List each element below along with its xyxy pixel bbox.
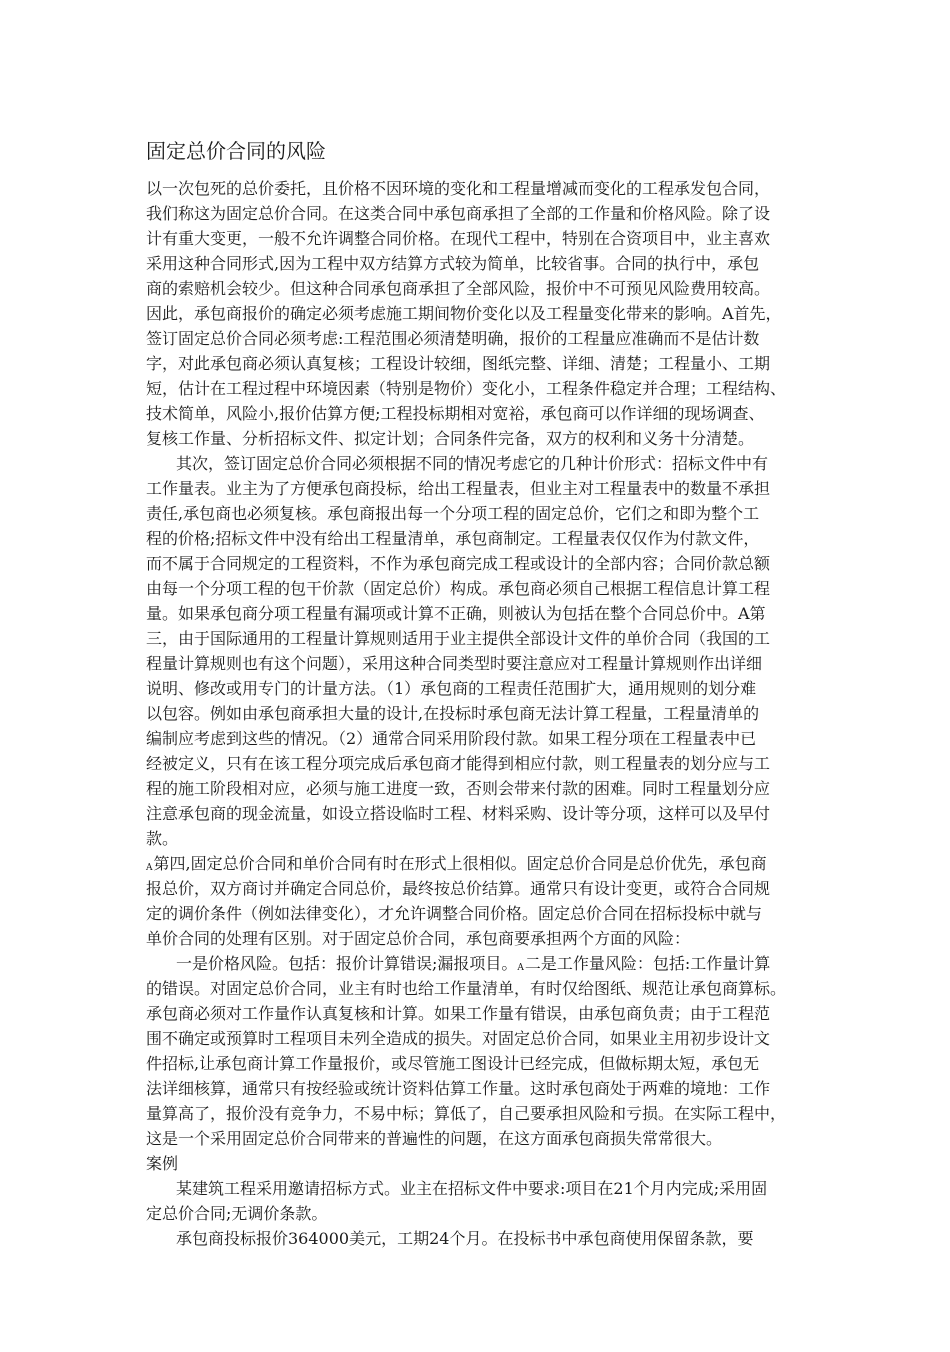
text-line [176, 951, 770, 976]
text-line: 我们称这为固定总价合同。在这类合同中承包商承担了全部的工作量和价格风险。除了设 [146, 204, 771, 223]
text-line: 短，估计在工程过程中环境因素（特别是物价）变化小，工程条件稳定并合理；工程结构、 [146, 379, 787, 398]
text-line: 以包容。例如由承包商承担大量的设计,在投标时承包商无法计算工程量，工程量清单的 [146, 704, 760, 723]
text-line: 程的施工阶段相对应，必须与施工进度一致，否则会带来付款的困难。同时工程量划分应 [146, 779, 771, 798]
text-line-content: 二是工作量风险：包括:工作量计算 [524, 954, 771, 973]
text-line: 商的索赔机会较少。但这种合同承包商承担了全部风险，报价中不可预见风险费用较高。 [146, 279, 771, 298]
text-line: 由每一个分项工程的包干价款（固定总价）构成。承包商必须自己根据工程信息计算工程 [146, 579, 771, 598]
text-line: 字，对此承包商必须认真复核；工程设计较细，图纸完整、详细、清楚；工程量小、工期 [146, 354, 771, 373]
text-line: 这是一个采用固定总价合同带来的普遍性的问题，在这方面承包商损失常常很大。 [146, 1129, 723, 1148]
text-line: 三，由于国际通用的工程量计算规则适用于业主提供全部设计文件的单价合同（我国的工 [146, 629, 771, 648]
text-line: 责任,承包商也必须复核。承包商报出每一个分项工程的固定总价，它们之和即为整个工 [146, 504, 760, 523]
text-line: 围不确定或预算时工程项目未列全造成的损失。对固定总价合同，如果业主用初步设计文 [146, 1029, 771, 1048]
text-line: 承包商投标报价364000美元，工期24个月。在投标书中承包商使用保留条款，要 [176, 1229, 754, 1248]
text-line: 量算高了，报价没有竞争力，不易中标；算低了，自己要承担风险和亏损。在实际工程中， [146, 1104, 787, 1123]
text-line: 量。如果承包商分项工程量有漏项或计算不正确，则被认为包括在整个合同总价中。A第 [146, 604, 766, 623]
text-line-content: 第四,固定总价合同和单价合同有时在形式上很相似。固定总价合同是总价优先，承包商 [153, 854, 767, 873]
text-line: 法详细核算，通常只有按经验或统计资料估算工作量。这时承包商处于两难的境地：工作 [146, 1079, 771, 1098]
text-line: 复核工作量、分析招标文件、拟定计划；合同条件完备，双方的权利和义务十分清楚。 [146, 429, 755, 448]
text-line: 款。 [146, 829, 179, 848]
text-line: 承包商必须对工作量作认真复核和计算。如果工作量有错误，由承包商负责；由于工程范 [146, 1004, 771, 1023]
text-line: 以一次包死的总价委托，且价格不因环境的变化和工程量增减而变化的工程承发包合同， [146, 179, 771, 198]
text-line: 程的价格;招标文件中没有给出工程量清单，承包商制定。工程量表仅仅作为付款文件， [146, 529, 760, 548]
text-line: 件招标,让承包商计算工作量报价，或尽管施工图设计已经完成，但做标期太短，承包无 [146, 1054, 760, 1073]
text-line: 某建筑工程采用邀请招标方式。业主在招标文件中要求:项目在21个月内完成;采用固 [176, 1179, 768, 1198]
text-line: 签订固定总价合同必须考虑:工程范围必须清楚明确，报价的工程量应准确而不是估计数 [146, 329, 760, 348]
section-heading: 案例 [146, 1154, 179, 1173]
text-line [146, 851, 767, 876]
text-line: 经被定义，只有在该工程分项完成后承包商才能得到相应付款，则工程量表的划分应与工 [146, 754, 771, 773]
text-line: 的错误。对固定总价合同，业主有时也给工作量清单，有时仅给图纸、规范让承包商算标。 [146, 979, 787, 998]
text-line: 说明、修改或用专门的计量方法。（1）承包商的工程责任范围扩大，通用规则的划分难 [146, 679, 757, 698]
paragraph-marker: A [146, 863, 153, 873]
text-line: 采用这种合同形式,因为工程中双方结算方式较为简单，比较省事。合同的执行中，承包 [146, 254, 760, 273]
text-line: 定总价合同;无调价条款。 [146, 1204, 328, 1223]
text-line: 工作量表。业主为了方便承包商投标，给出工程量表，但业主对工程量表中的数量不承担 [146, 479, 771, 498]
text-line: 技术简单，风险小,报价估算方便;工程投标期相对宽裕，承包商可以作详细的现场调查、 [146, 404, 765, 423]
paragraph-marker: A [517, 963, 524, 973]
text-line: 注意承包商的现金流量，如设立搭设临时工程、材料采购、设计等分项，这样可以及早付 [146, 804, 771, 823]
text-line: 编制应考虑到这些的情况。（2）通常合同采用阶段付款。如果工程分项在工程量表中已 [146, 729, 757, 748]
text-line: 而不属于合同规定的工程资料，不作为承包商完成工程或设计的全部内容；合同价款总额 [146, 554, 771, 573]
text-line: 报总价，双方商讨并确定合同总价，最终按总价结算。通常只有设计变更，或符合合同规 [146, 879, 771, 898]
text-line: 计有重大变更，一般不允许调整合同价格。在现代工程中，特别在合资项目中，业主喜欢 [146, 229, 771, 248]
text-line: 程量计算规则也有这个问题），采用这种合同类型时要注意应对工程量计算规则作出详细 [146, 654, 763, 673]
text-line-content: 一是价格风险。包括：报价计算错误;漏报项目。 [176, 954, 518, 973]
text-line: 单价合同的处理有区别。对于固定总价合同，承包商要承担两个方面的风险： [146, 929, 691, 948]
text-line: 定的调价条件（例如法律变化），才允许调整合同价格。固定总价合同在招标投标中就与 [146, 904, 763, 923]
text-line: 因此，承包商报价的确定必须考虑施工期间物价变化以及工程量变化带来的影响。A首先， [146, 304, 782, 323]
text-line: 其次，签订固定总价合同必须根据不同的情况考虑它的几种计价形式：招标文件中有 [176, 454, 769, 473]
document-title: 固定总价合同的风险 [146, 139, 326, 163]
